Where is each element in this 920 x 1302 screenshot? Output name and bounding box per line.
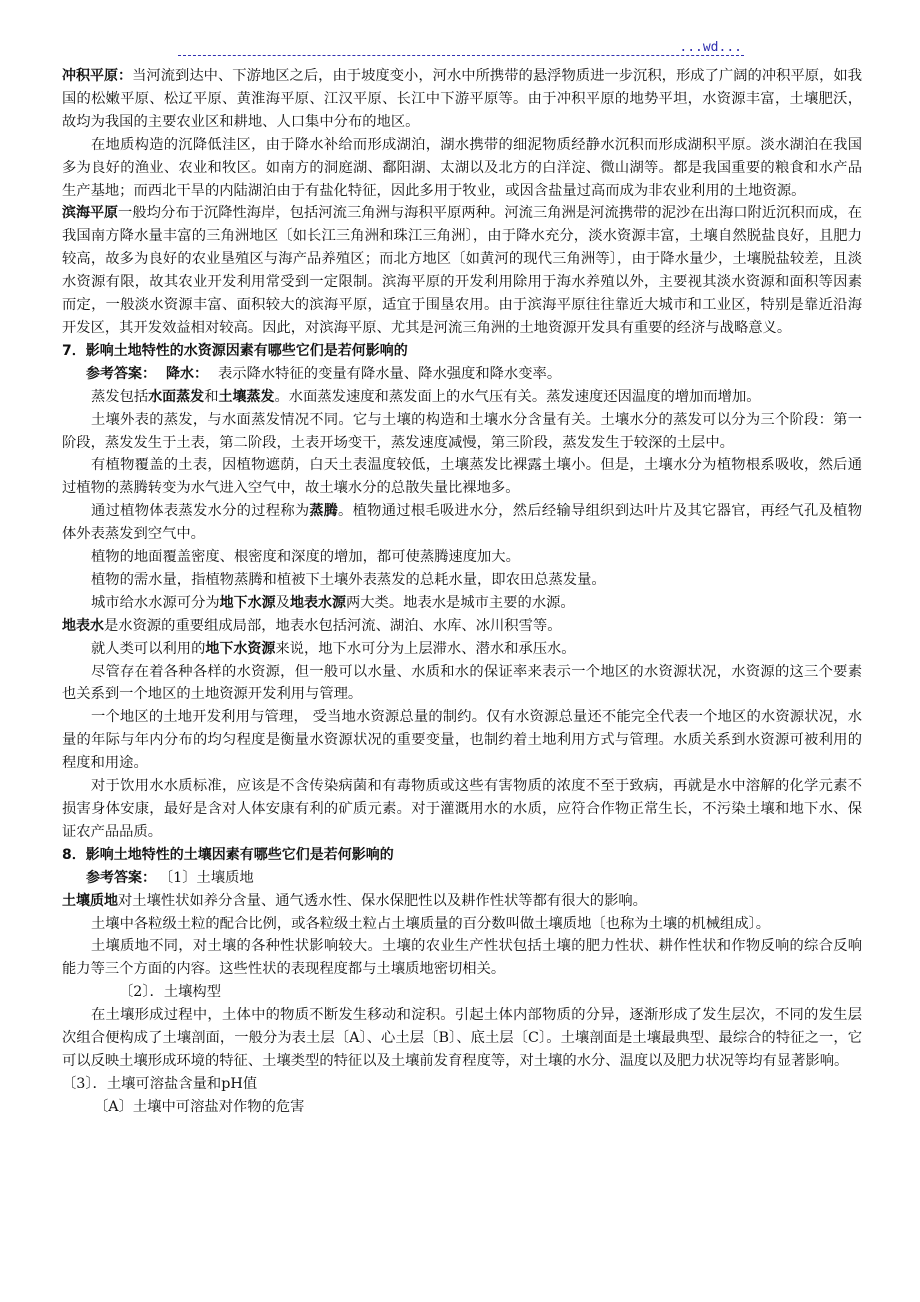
term-alluvial-plain: 冲积平原： bbox=[62, 68, 133, 84]
heading-soluble-salt-harm: 〔A〕土壤中可溶盐对作物的危害 bbox=[94, 1098, 305, 1115]
paragraph-land-management: 一个地区的土地开发利用与管理， 受当地水资源总量的制约。仅有水资源总量还不能完全代表一个地区的水资源状况，水量的年际与年内分布的均匀程度是衡量水资源状况的重要变量，也制约着土地利用方式与管理。水质关系到水资源可被利用的程度和用途。 bbox=[62, 709, 862, 772]
paragraph-soil-profile: 在土壤形成过程中，土体中的物质不断发生移动和淀积。引起土体内部物质的分异，逐渐形成了发生层次，不同的发生层次组合便构成了土壤剖面，一般分为表土层〔A〕、心土层〔B〕、底土层〔C〕。土壤剖面是土壤最典型、最综合的特征之一，它可以反映土壤形成环境的特征、土壤类型的特征以及土壤前发育程度等，对土壤的水分、温度以及肥力状况等均有显著影响。 bbox=[62, 1007, 862, 1069]
page-header bbox=[178, 38, 744, 60]
paragraph-soil-texture-effects: 土壤质地不同，对土壤的各种性状影响较大。土壤的农业生产性状包括土壤的肥力性状、耕作性状和作物反响的综合反响能力等三个方面的内容。这些性状的表现程度都与土壤质地密切相关。 bbox=[62, 938, 862, 978]
paragraph-water-sources: 城市给水水源可分为地下水源及地表水源两大类。地表水是城市主要的水源。 bbox=[91, 594, 575, 611]
paragraph-water-resource-status: 尽管存在着各种各样的水资源，但一般可以水量、水质和水的保证率来表示一个地区的水资源状况，水资源的这三个要素也关系到一个地区的土地资源开发利用与管理。 bbox=[62, 663, 862, 703]
paragraph-lacustrine-plain: 在地质构造的沉降低洼区，由于降水补给而形成湖泊，湖水携带的细泥物质经静水沉积而形成湖积平原。淡水湖泊在我国多为良好的渔业、农业和牧区。如南方的洞庭湖、鄱阳湖、太湖以及北方的白洋淀、微山湖等。都是我国重要的粮食和水产品生产基地；而西北干旱的内陆湖泊由于有盐化特征，因此多用于牧业，或因含盐量过高而成为非农业利用的土地资源。 bbox=[62, 136, 862, 199]
paragraph-evaporation: 蒸发包括水面蒸发和土壤蒸发。水面蒸发速度和蒸发面上的水气压有关。蒸发速度还因温度的增加而增加。 bbox=[91, 388, 761, 405]
paragraph-alluvial-plain: 冲积平原：当河流到达中、下游地区之后，由于坡度变小，河水中所携带的悬浮物质进一步沉积，形成了广阔的冲积平原，如我国的松嫩平原、松辽平原、黄淮海平原、江汉平原、长江中下游平原等。由于冲积平原的地势平坦，水资源丰富，土壤肥沃，故均为我国的主要农业区和耕地、人口集中分布的地区。 bbox=[62, 68, 862, 130]
answer-label: 参考答案： bbox=[86, 365, 156, 382]
paragraph-vegetation-cover: 有植物覆盖的土表，因植物遮荫，白天土表温度较低，土壤蒸发比裸露土壤小。但是，土壤水分为植物根系吸收，然后通过植物的蒸腾转变为水气进入空气中，故土壤水分的总散失量比裸地多。 bbox=[62, 457, 862, 497]
question-7: 7．影响土地特性的水资源因素有哪些它们是若何影响的 bbox=[62, 342, 408, 359]
paragraph-water-quality: 对于饮用水水质标准，应该是不含传染病菌和有毒物质或这些有害物质的浓度不至于致病，再就是水中溶解的化学元素不损害身体安康，最好是含对人体安康有利的矿质元素。对于灌溉用水的水质，应符合作物正常生长，不污染土壤和地下水、保证农产品品质。 bbox=[62, 778, 862, 840]
paragraph-groundwater: 就人类可以利用的地下水资源来说，地下水可分为上层滞水、潜水和承压水。 bbox=[91, 640, 576, 657]
header-watermark: ...wd... bbox=[675, 40, 742, 55]
term-coastal-plain: 滨海平原 bbox=[62, 205, 119, 222]
term-precipitation: 降水： bbox=[166, 365, 208, 382]
paragraph-soil-texture: 土壤质地对土壤性状如养分含量、通气透水性、保水保肥性以及耕作性状等都有很大的影响。 bbox=[62, 892, 647, 909]
answer-label: 参考答案： bbox=[86, 869, 156, 886]
paragraph-transpiration-speed: 植物的地面覆盖密度、根密度和深度的增加，都可使蒸腾速度加大。 bbox=[91, 549, 520, 566]
paragraph-surface-water: 地表水是水资源的重要组成局部，地表水包括河流、湖泊、水库、冰川积雪等。 bbox=[62, 617, 562, 634]
paragraph-coastal-plain: 滨海平原一般均分布于沉降性海岸，包括河流三角洲与海积平原两种。河流三角洲是河流携带的泥沙在出海口附近沉积而成，在我国南方降水量丰富的三角洲地区〔如长江三角洲和珠江三角洲〕，由于降水充分，淡水资源丰富，土壤自然脱盐良好，且肥力较高，故多为良好的农业垦殖区与海产品养殖区；而北方地区〔如黄河的现代三角洲等〕，由于降水量少，土壤脱盐较差，且淡水资源有限，故其农业开发利用常受到一定限制。滨海平原的开发利用除用于海水养殖以外，主要视其淡水资源和面积等因素而定，一般淡水资源丰富、面积较大的滨海平原，适宜于围垦农用。由于滨海平原往往靠近大城市和工业区，特别是靠近沿海开发区，其开发效益相对较高。因此，对滨海平原、尤其是河流三角洲的土地资源开发具有重要的经济与战略意义。 bbox=[62, 205, 863, 336]
answer-8-soil-texture: 参考答案： 〔1〕土壤质地 bbox=[86, 869, 254, 886]
document-body bbox=[62, 65, 862, 1119]
paragraph-soil-evaporation: 土壤外表的蒸发，与水面蒸发情况不同。它与土壤的构造和土壤水分含量有关。土壤水分的蒸发可以分为三个阶段：第一阶段，蒸发发生于土表，第二阶段，土表开场变干，蒸发速度减慢，第三阶段，蒸发发生于较深的土层中。 bbox=[62, 411, 862, 451]
paragraph-transpiration: 通过植物体表蒸发水分的过程称为蒸腾。植物通过根毛吸进水分，然后经输导组织到达叶片及其它器官，再经气孔及植物体外表蒸发到空气中。 bbox=[62, 503, 863, 543]
answer-7-precipitation: 参考答案： 降水： 表示降水特征的变量有降水量、降水强度和降水变率。 bbox=[86, 365, 562, 382]
paragraph-soil-texture-definition: 土壤中各粒级土粒的配合比例，或各粒级土粒占土壤质量的百分数叫做土壤质地〔也称为土壤的机械组成〕。 bbox=[91, 915, 771, 932]
heading-soil-profile: 〔2〕．土壤构型 bbox=[119, 984, 222, 1001]
header-dashed-rule bbox=[178, 55, 744, 56]
heading-soluble-salt-ph: 〔3〕．土壤可溶盐含量和pH值 bbox=[62, 1075, 258, 1092]
paragraph-water-demand: 植物的需水量，指植物蒸腾和植被下土壤外表蒸发的总耗水量，即农田总蒸发量。 bbox=[91, 571, 606, 588]
question-8: 8．影响土地特性的土壤因素有哪些它们是若何影响的 bbox=[62, 846, 394, 863]
